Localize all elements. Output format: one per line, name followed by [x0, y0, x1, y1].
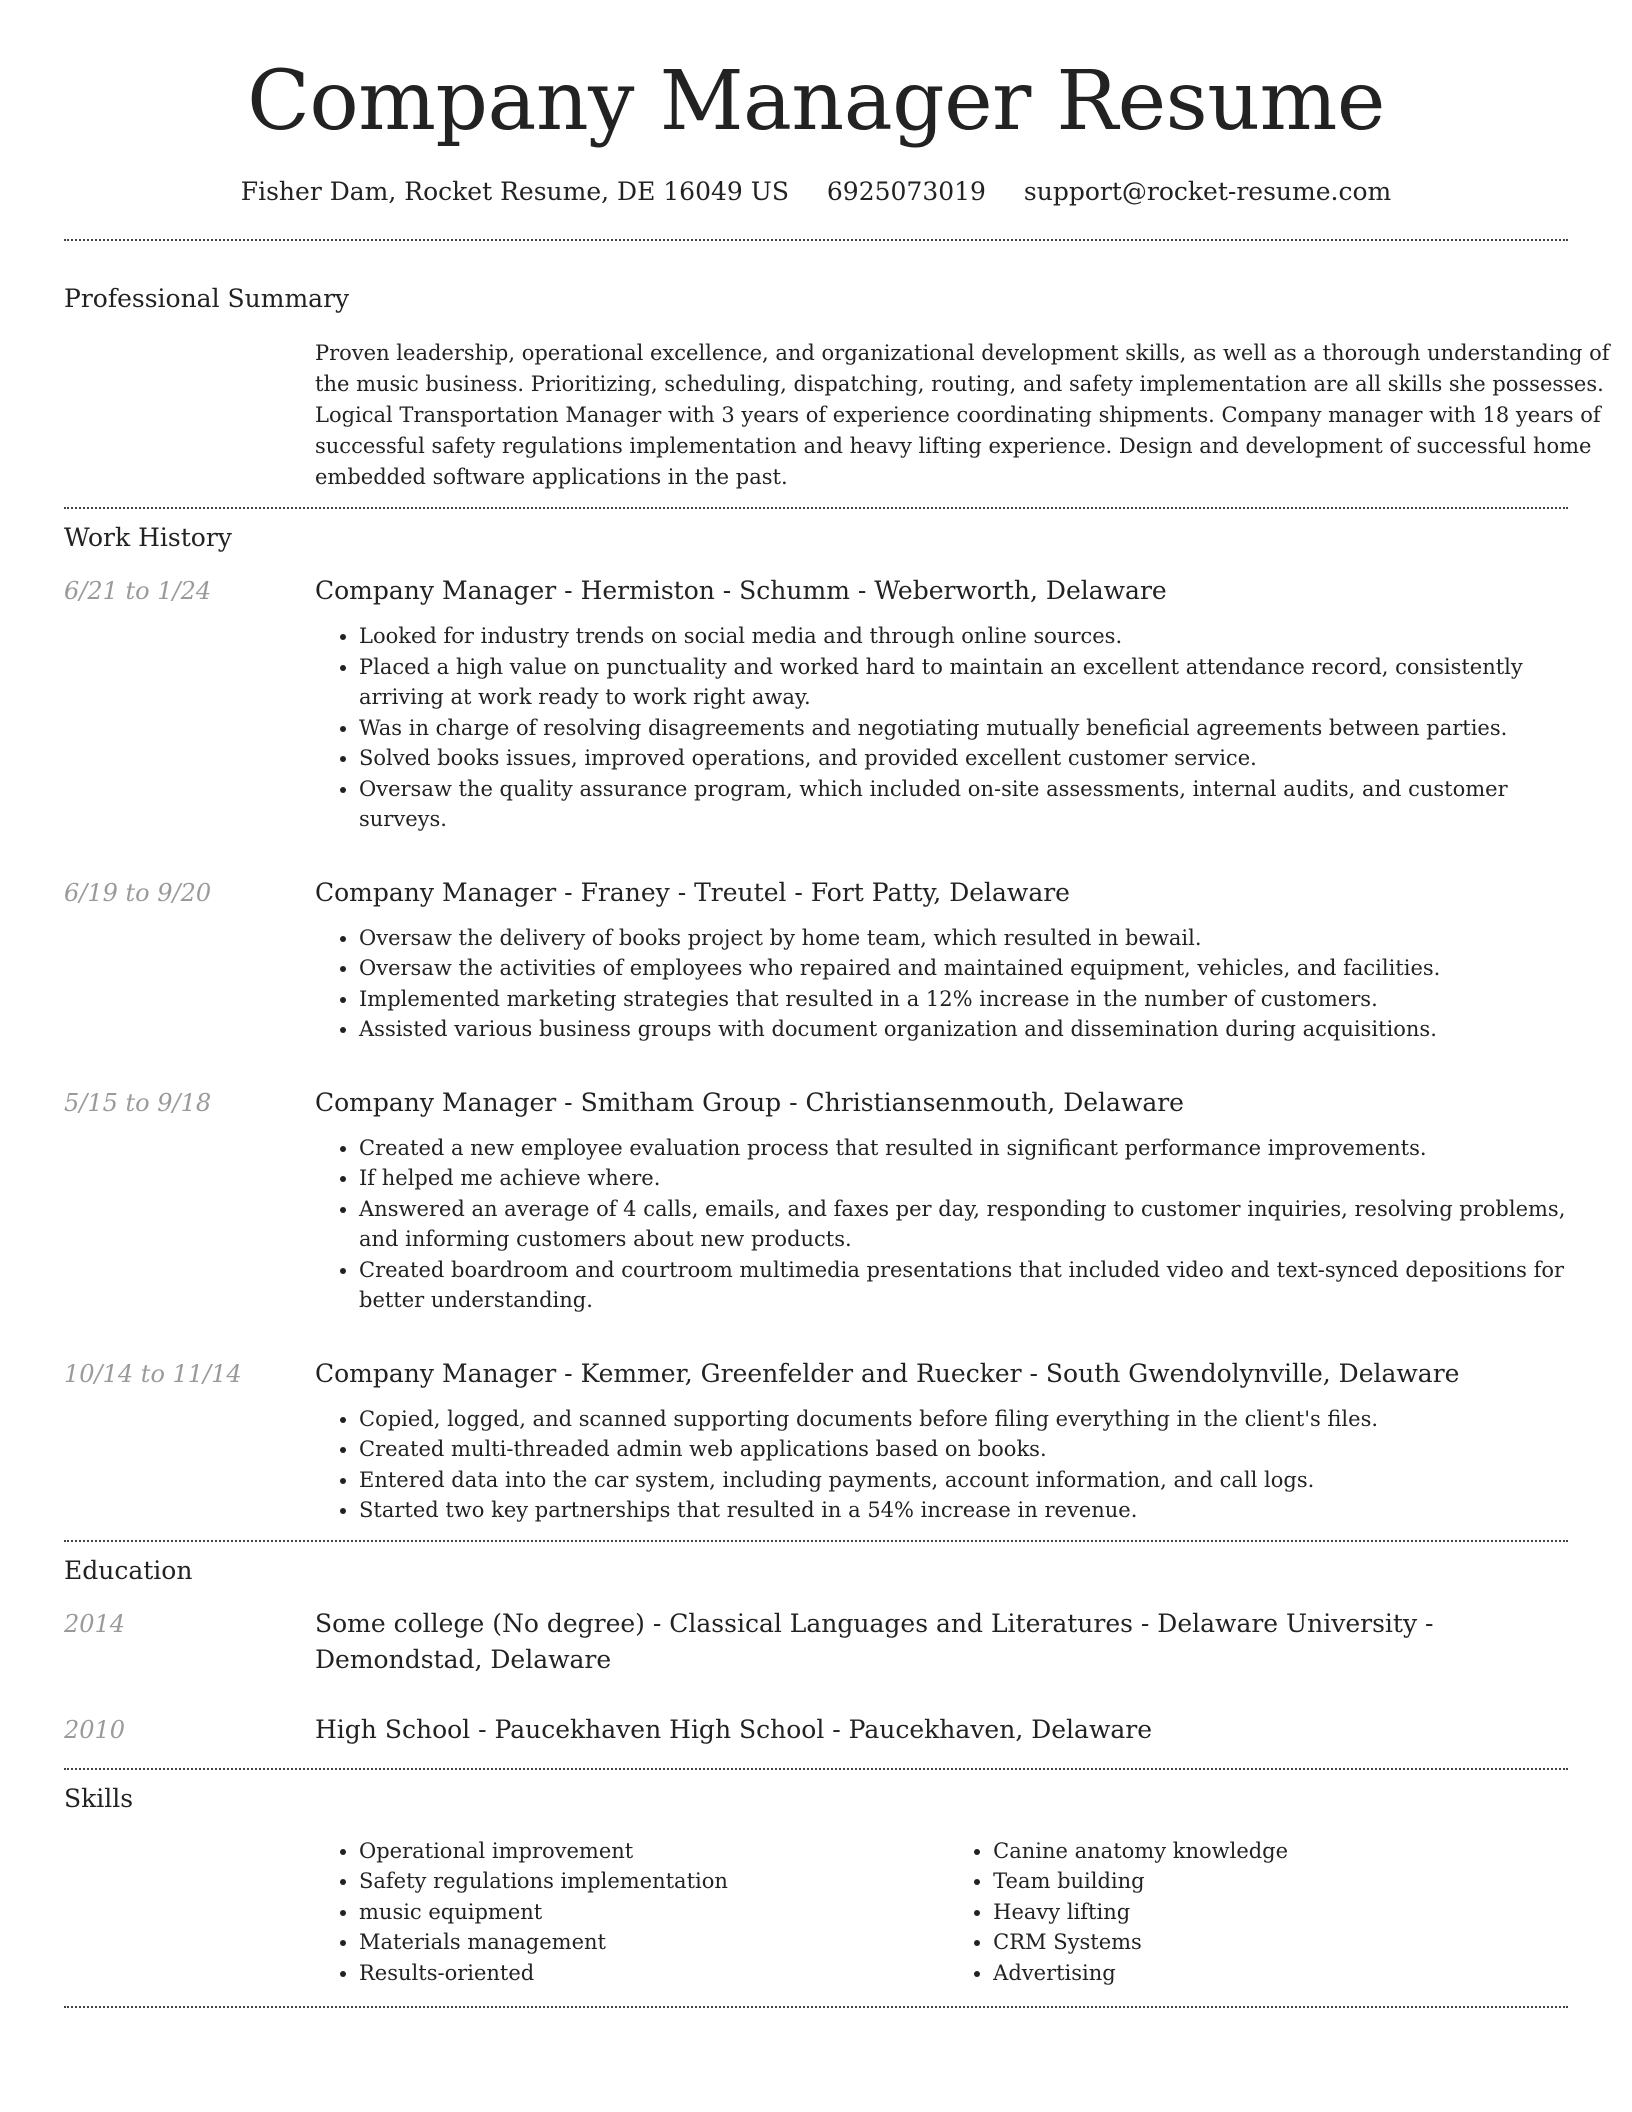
job-entry [64, 573, 1568, 835]
list-item: • Looked for industry trends on social media and through online sources. [359, 621, 1568, 652]
list-item: • Oversaw the delivery of books project by home team, which resulted in bewail. [359, 923, 1568, 954]
list-item: • Created a new employee evaluation process that resulted in significant performance improvements. [359, 1133, 1568, 1164]
skills-section [64, 1770, 1568, 1989]
list-item: • Safety regulations implementation [359, 1866, 949, 1897]
summary-section [64, 241, 1610, 493]
job-dates: 5/15 to 9/18 [64, 1088, 212, 1117]
job-bullets [315, 923, 1568, 1045]
list-item: • Team building [993, 1866, 1568, 1897]
job-bullets [315, 621, 1568, 835]
education-detail: High School - Paucekhaven High School - Paucekhaven, Delaware [315, 1714, 1153, 1744]
job-bullets [315, 1133, 1568, 1316]
page-title: Company Manager Resume [247, 54, 1385, 149]
divider [64, 2006, 1568, 2008]
list-item: • Entered data into the car system, including payments, account information, and call logs. [359, 1465, 1568, 1496]
work-history-section [64, 509, 1568, 1526]
list-item: • Materials management [359, 1927, 949, 1958]
job-entry [64, 1085, 1568, 1316]
list-item: • Implemented marketing strategies that resulted in a 12% increase in the number of customers. [359, 984, 1568, 1015]
education-entry [64, 1712, 1568, 1748]
skills-heading: Skills [64, 1783, 134, 1813]
education-detail: Some college (No degree) - Classical Languages and Literatures - Delaware University - Demondstad, Delaware [315, 1608, 1434, 1674]
education-year: 2010 [64, 1715, 126, 1744]
education-heading: Education [64, 1555, 193, 1585]
job-dates: 10/14 to 11/14 [64, 1359, 242, 1388]
list-item: • Solved books issues, improved operations, and provided excellent customer service. [359, 743, 1568, 774]
contact-email: support@rocket-resume.com [1023, 177, 1392, 206]
job-title: Company Manager - Hermiston - Schumm - Weberworth, Delaware [315, 576, 1167, 605]
job-title: Company Manager - Smitham Group - Christiansenmouth, Delaware [315, 1087, 1184, 1117]
job-dates: 6/21 to 1/24 [64, 577, 212, 605]
list-item: • music equipment [359, 1897, 949, 1928]
education-entry [64, 1606, 1568, 1678]
job-bullets [315, 1404, 1568, 1526]
list-item: • Oversaw the activities of employees who repaired and maintained equipment, vehicles, and facilities. [359, 953, 1568, 984]
skills-column-left [315, 1836, 949, 1989]
list-item: • Was in charge of resolving disagreements and negotiating mutually beneficial agreements between parties. [359, 713, 1568, 744]
job-title: Company Manager - Kemmer, Greenfelder and Ruecker - South Gwendolynville, Delaware [315, 1358, 1460, 1388]
list-item: • Created boardroom and courtroom multimedia presentations that included video and text-synced depositions for better understanding. [359, 1255, 1568, 1316]
list-item: • Oversaw the quality assurance program, which included on-site assessments, internal audits, and customer surveys. [359, 774, 1568, 835]
list-item: • Placed a high value on punctuality and worked hard to maintain an excellent attendance record, consistently arriving at work ready to work right away. [359, 652, 1568, 713]
education-section [64, 1542, 1568, 1748]
list-item: • Created multi-threaded admin web applications based on books. [359, 1434, 1568, 1465]
list-item: • Copied, logged, and scanned supporting documents before filing everything in the client's files. [359, 1404, 1568, 1435]
summary-text: Proven leadership, operational excellence, and organizational development skills, as well as a thorough understanding of the music business. Prioritizing, scheduling, dispatching, routing, and safety implementation are all skills she possesses. Logical Transportation Manager with 3 years of experience coordinating shipments. Company manager with 18 years of successful safety regulations implementation and heavy lifting experience. Design and development of successful home embedded software applications in the past. [315, 341, 1610, 489]
list-item: • Started two key partnerships that resulted in a 54% increase in revenue. [359, 1495, 1568, 1526]
list-item: • Heavy lifting [993, 1897, 1568, 1928]
list-item: • Advertising [993, 1958, 1568, 1989]
contact-line [64, 174, 1568, 210]
job-dates: 6/19 to 9/20 [64, 878, 212, 907]
contact-address: Fisher Dam, Rocket Resume, DE 16049 US [240, 177, 789, 206]
list-item: • If helped me achieve where. [359, 1163, 1568, 1194]
job-entry [64, 1356, 1568, 1526]
education-year: 2014 [64, 1609, 126, 1638]
list-item: • CRM Systems [993, 1927, 1568, 1958]
skills-grid [315, 1836, 1568, 1989]
list-item: • Assisted various business groups with document organization and dissemination during acquisitions. [359, 1014, 1568, 1045]
list-item: • Results-oriented [359, 1958, 949, 1989]
summary-heading: Professional Summary [64, 284, 350, 313]
work-history-heading: Work History [64, 523, 232, 552]
list-item: • Answered an average of 4 calls, emails, and faxes per day, responding to customer inquiries, resolving problems, and informing customers about new products. [359, 1194, 1568, 1255]
contact-phone: 6925073019 [826, 177, 986, 206]
list-item: • Canine anatomy knowledge [993, 1836, 1568, 1867]
list-item: • Operational improvement [359, 1836, 949, 1867]
job-title: Company Manager - Franey - Treutel - Fort Patty, Delaware [315, 877, 1070, 907]
skills-column-right [949, 1836, 1568, 1989]
job-entry [64, 875, 1568, 1045]
